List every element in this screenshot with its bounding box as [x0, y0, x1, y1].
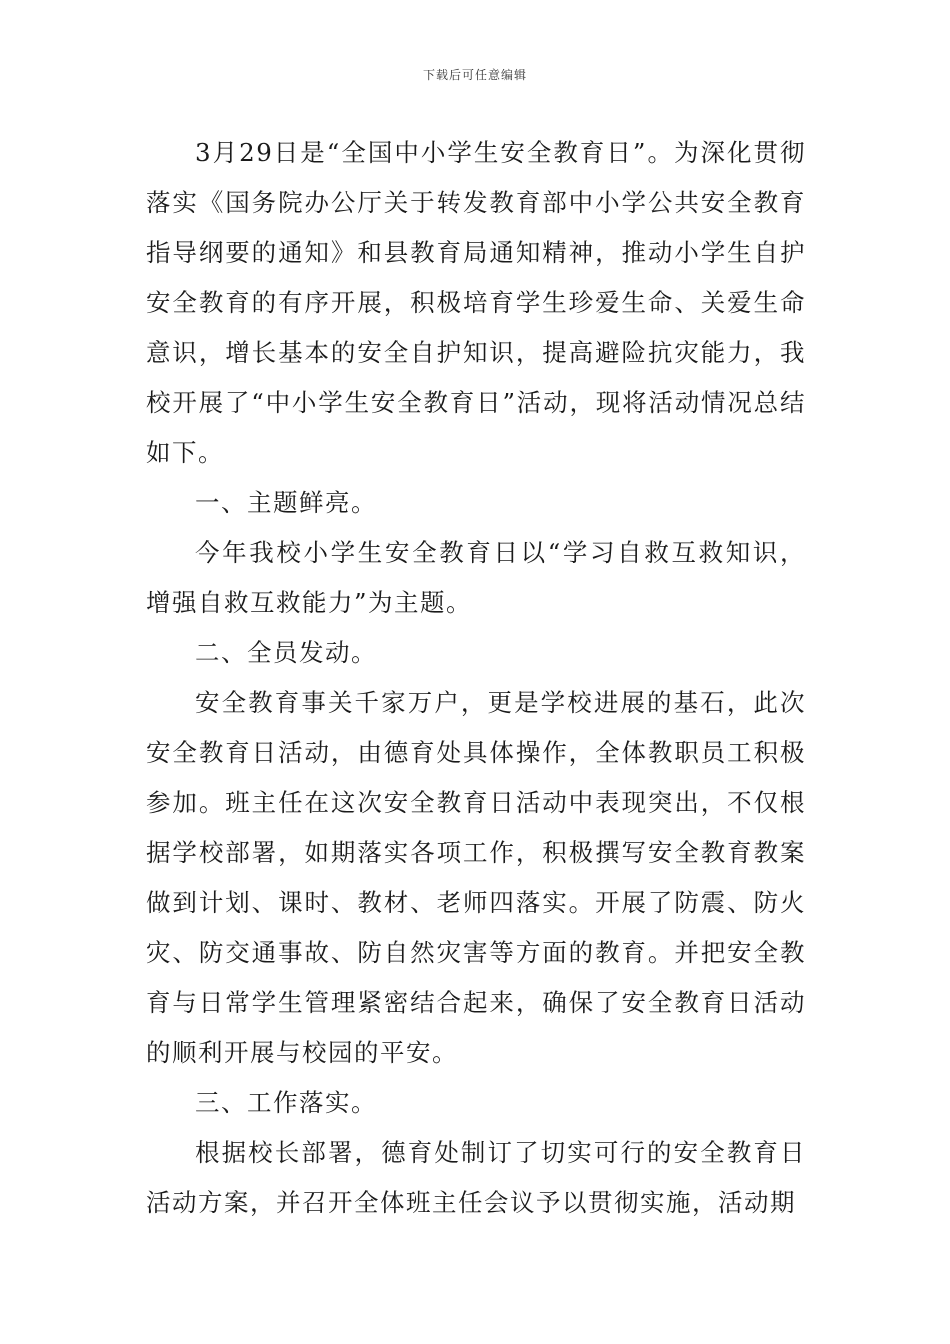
paragraph-theme: 今年我校小学生安全教育日以“学习自救互救知识，增强自救互救能力”为主题。 — [146, 538, 806, 617]
paragraph-intro: 3月29日是“全国中小学生安全教育日”。为深化贯彻落实《国务院办公厅关于转发教育部中小学公共安全教育指导纲要的通知》和县教育局通知精神，推动小学生自护安全教育的有序开展，积极培育学生珍爱生命、关爱生命意识，增长基本的安全自护知识，提高避险抗灾能力，我校开展了“中小学生安全教育日”活动，现将活动情况总结如下。 — [146, 138, 806, 467]
section-heading-1: 一、主题鲜亮。 — [195, 488, 377, 517]
section-heading-3: 三、工作落实。 — [195, 1088, 377, 1117]
section-heading-2: 二、全员发动。 — [195, 638, 377, 667]
header-note: 下载后可任意编辑 — [422, 68, 527, 82]
document-body — [146, 128, 806, 1228]
paragraph-mobilization: 安全教育事关千家万户，更是学校进展的基石，此次安全教育日活动，由德育处具体操作，全体教职员工积极参加。班主任在这次安全教育日活动中表现突出，不仅根据学校部署，如期落实各项工作，积极撰写安全教育教案做到计划、课时、教材、老师四落实。开展了防震、防火灾、防交通事故、防自然灾害等方面的教育。并把安全教育与日常学生管理紧密结合起来，确保了安全教育日活动的顺利开展与校园的平安。 — [146, 688, 806, 1067]
paragraph-implementation: 根据校长部署，德育处制订了切实可行的安全教育日活动方案，并召开全体班主任会议予以贯彻实施，活动期 — [146, 1138, 806, 1217]
